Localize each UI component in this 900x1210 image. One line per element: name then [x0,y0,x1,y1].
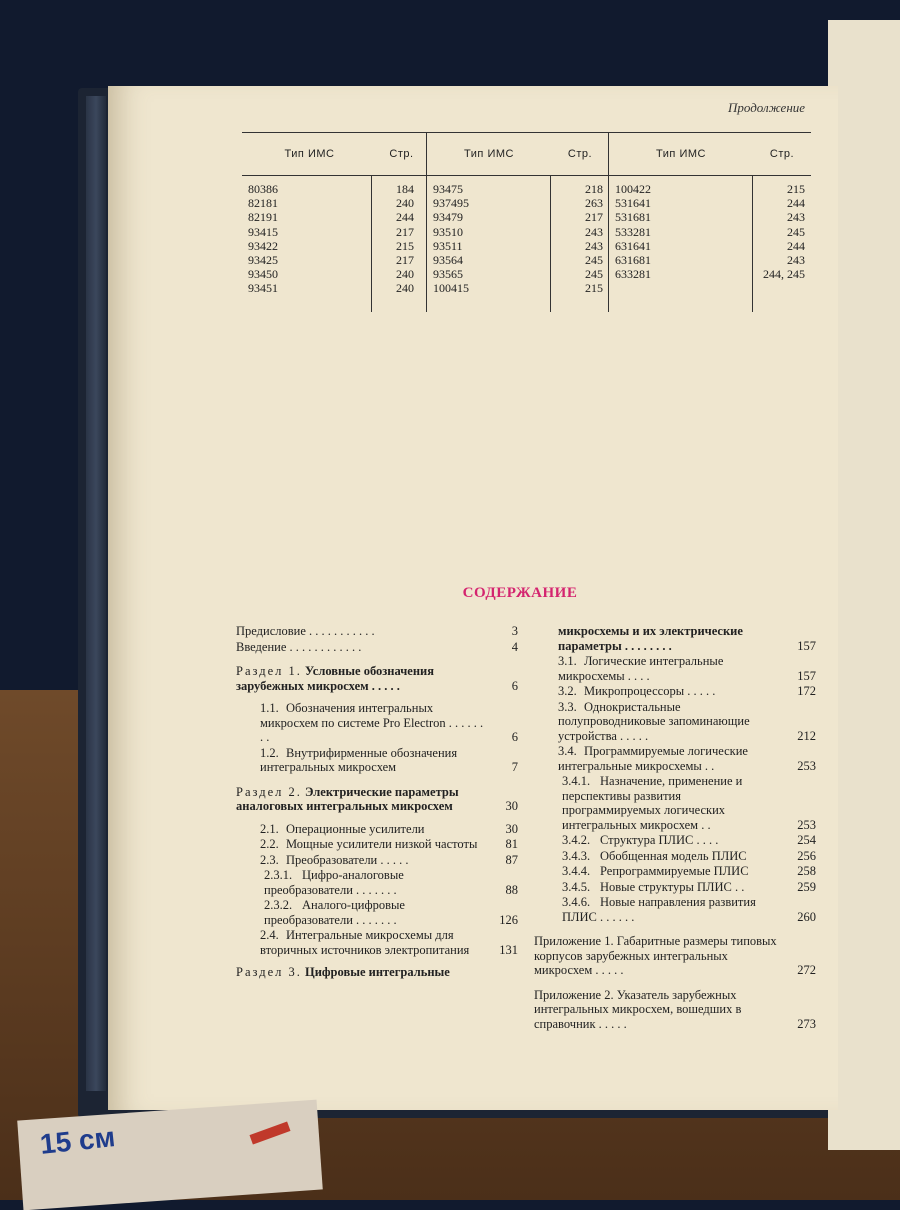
toc-entry [236,640,518,655]
page-cell: 217 [585,210,603,225]
toc-entry-number: 3.4.5. [562,879,591,894]
toc-entry-text: Назначение, применение и перспективы развития программируемых логических интегральных микросхем . . [562,774,743,832]
table-group-3 [608,132,811,312]
type-cell: 93564 [433,253,463,268]
toc-entry-page: 30 [505,821,518,836]
toc-entry-number: 2.1. [260,821,279,836]
toc-entry [236,853,518,868]
page-cell: 217 [396,253,414,268]
toc-entry-number: 2.4. [260,928,279,942]
toc-entry [534,700,816,744]
type-cell: 937495 [433,196,469,211]
page-column [371,176,420,312]
toc-entry [236,898,518,927]
toc-entry-text: Предисловие . . . . . . . . . . . [236,624,375,638]
page-cell: 243 [787,253,805,268]
book-spine [86,96,106,1091]
toc-entry-page: 258 [797,864,816,878]
toc-right-column [534,624,816,1032]
page-cell: 217 [396,224,414,239]
page-cell: 218 [585,182,603,196]
toc-entry-page: 3 [511,624,518,638]
toc-entry-page: 273 [797,1016,816,1031]
toc-entry-page: 6 [511,678,518,693]
type-cell: 531681 [615,210,651,225]
toc-entry-text: Интегральные микросхемы для вторичных источников электропитания [260,928,470,957]
toc-entry-number: 3.4.4. [562,864,591,878]
toc-entry-text: Электрические параметры аналоговых интегральных микросхем [236,784,459,813]
toc-section-prefix: Раздел 3. [236,965,302,979]
page-cell: 240 [396,267,414,282]
toc-entry-page: 7 [511,760,518,774]
toc-entry-page: 131 [499,942,518,957]
toc-entry-text: Программируемые логические интегральные микросхемы . . [558,744,748,773]
type-cell: 82181 [248,196,278,211]
page-cell: 240 [396,281,414,296]
page-cell: 245 [585,253,603,268]
toc-entry-number: 3.2. [558,684,577,698]
toc-entry [534,684,816,699]
toc-entry [236,746,518,775]
toc-entry [534,774,816,832]
toc-appendix-prefix: Приложение 1. [534,934,614,948]
toc-entry [534,864,816,879]
type-cell: 82191 [248,210,278,225]
toc-entry-number: 2.2. [260,837,279,851]
toc-entry-number: 3.4.2. [562,833,591,847]
type-cell: 631681 [615,253,651,268]
type-cell: 80386 [248,182,278,196]
type-column [609,176,752,312]
type-cell: 93425 [248,253,278,268]
continued-label: Продолжение [728,100,806,115]
page-cell: 244, 245 [763,267,805,282]
toc-entry-text: Репрограммируемые ПЛИС [600,864,749,878]
page-cell: 244 [787,196,805,211]
toc-entry [534,895,816,924]
page-cell: 215 [396,238,414,253]
type-cell: 100415 [433,281,469,296]
ruler-label: 15 см [38,1121,117,1160]
toc-entry [534,934,816,978]
toc-entry [236,928,518,957]
toc-entry-page: 212 [797,728,816,743]
toc-entry-page: 253 [797,817,816,832]
toc-entry-number: 3.4.3. [562,848,591,863]
toc-entry [236,837,518,852]
toc-entry-page: 4 [511,639,518,654]
toc-entry-page: 157 [797,668,816,683]
table-group-1 [242,132,426,312]
toc-entry [236,701,518,745]
toc-entry-text: Обобщенная модель ПЛИС [600,848,747,863]
toc-left-column [236,624,518,981]
facing-page-edge [828,20,900,1150]
page-cell: 263 [585,196,603,211]
col-header-type: Тип ИМС [464,148,514,160]
page-cell: 240 [396,196,414,211]
col-header-page: Стр. [769,148,795,160]
toc-entry-page: 88 [505,882,518,897]
toc-entry-text: Новые направления развития ПЛИС . . . . . . [562,895,756,924]
toc-entry-text: Обозначения интегральных микросхем по системе Pro Electron . . . . . . . . [260,701,484,744]
toc-entry-text: Микропроцессоры . . . . . [584,684,716,698]
toc-entry-text: Условные обозначения зарубежных микросхем . . . . . [236,664,435,693]
toc-entry-text: микросхемы и их электрические параметры . . . . . . . . [558,624,743,653]
page-column [752,176,811,312]
toc-entry-page: 81 [505,837,518,851]
toc-entry-text: Однокристальные полупроводниковые запоминающие устройства . . . . . [558,699,750,743]
page-cell: 215 [787,182,805,196]
toc-entry-number: 3.4.6. [562,895,591,909]
toc-entry [236,785,518,814]
type-cell: 100422 [615,182,651,196]
type-cell: 93565 [433,267,463,282]
col-header-page: Стр. [567,148,593,160]
toc-entry [236,965,518,980]
toc-entry [236,822,518,837]
toc-entry [534,849,816,864]
page-cell: 243 [585,224,603,239]
toc-entry-number: 2.3.1. [264,868,293,882]
toc-entry-text: Операционные усилители [286,821,425,836]
type-cell: 93451 [248,281,278,296]
toc-entry [236,624,518,639]
page-cell: 243 [585,238,603,253]
type-cell: 93475 [433,182,463,196]
page-cell: 245 [585,267,603,282]
type-cell: 633281 [615,267,651,282]
page-cell: 244 [787,238,805,253]
type-cell: 93450 [248,267,278,282]
type-cell: 93415 [248,224,278,239]
col-header-page: Стр. [389,148,414,160]
toc-entry [236,868,518,897]
toc-entry-text: Аналого-цифровые преобразователи . . . . . . . [264,898,405,927]
toc-entry-text: Преобразователи . . . . . [286,852,409,867]
toc-entry [534,744,816,773]
col-header-type: Тип ИМС [656,148,706,160]
toc-entry-page: 253 [797,758,816,773]
toc-entry-number: 2.3.2. [264,898,293,912]
toc-entry-text: Внутрифирменные обозначения интегральных микросхем [260,745,458,774]
type-cell: 631641 [615,238,651,253]
type-cell: 531641 [615,196,651,211]
type-cell: 93479 [433,210,463,225]
toc-entry-text: Габаритные размеры типовых корпусов зарубежных интегральных микросхем . . . . . [534,934,777,977]
type-cell: 93422 [248,238,278,253]
toc-entry [236,664,518,693]
toc-entry-number: 3.1. [558,654,577,668]
toc-entry-page: 30 [505,799,518,813]
type-cell: 533281 [615,224,651,239]
toc-entry-text: Структура ПЛИС . . . . [600,833,719,847]
type-column [427,176,550,312]
toc-entry-number: 3.4.1. [562,774,591,788]
toc-section-prefix: Раздел 2. [236,784,302,799]
toc-entry-page: 254 [797,833,816,847]
page-cell: 215 [585,281,603,296]
toc-entry-text: Мощные усилители низкой частоты [286,837,478,851]
toc-entry-page: 87 [505,852,518,867]
toc-entry-page: 6 [511,730,518,744]
toc-entry-text: Логические интегральные микросхемы . . . . [558,654,724,683]
toc-entry-page: 256 [797,848,816,863]
page-cell: 243 [787,210,805,225]
toc-section-prefix: Раздел 1. [236,664,302,678]
toc-title: СОДЕРЖАНИЕ [462,585,578,601]
toc-entry-number: 1.1. [260,701,279,715]
toc-entry-page: 172 [797,684,816,698]
page-cell: 184 [396,182,414,196]
toc-entry-page: 126 [499,912,518,927]
col-header-type: Тип ИМС [284,148,335,160]
toc-appendix-prefix: Приложение 2. [534,987,614,1002]
toc-entry [534,624,816,653]
toc-entry-number: 3.3. [558,699,577,714]
type-cell: 93510 [433,224,463,239]
toc-entry-page: 157 [797,638,816,653]
toc-entry [534,654,816,683]
toc-entry-number: 2.3. [260,852,279,867]
toc-entry [534,880,816,895]
toc-entry-page: 272 [797,963,816,977]
type-cell: 93511 [433,238,463,253]
type-column [242,176,371,312]
toc-entry-text: Новые структуры ПЛИС . . [600,879,745,894]
toc-entry [534,988,816,1032]
page-cell: 245 [787,224,805,239]
toc-entry-number: 1.2. [260,745,279,760]
toc-entry-text: Цифро-аналоговые преобразователи . . . . . . . [264,868,404,897]
toc-entry-page: 260 [797,909,816,924]
page-cell: 244 [396,210,414,225]
table-group-2 [426,132,609,312]
toc-entry-text: Указатель зарубежных интегральных микросхем, вошедших в справочник . . . . . [534,987,742,1031]
toc-entry-text: Введение . . . . . . . . . . . . [236,639,362,654]
toc-entry [534,833,816,848]
page-column [550,176,609,312]
toc-entry-page: 259 [797,879,816,894]
toc-entry-text: Цифровые интегральные [304,965,450,979]
toc-entry-number: 3.4. [558,744,577,758]
